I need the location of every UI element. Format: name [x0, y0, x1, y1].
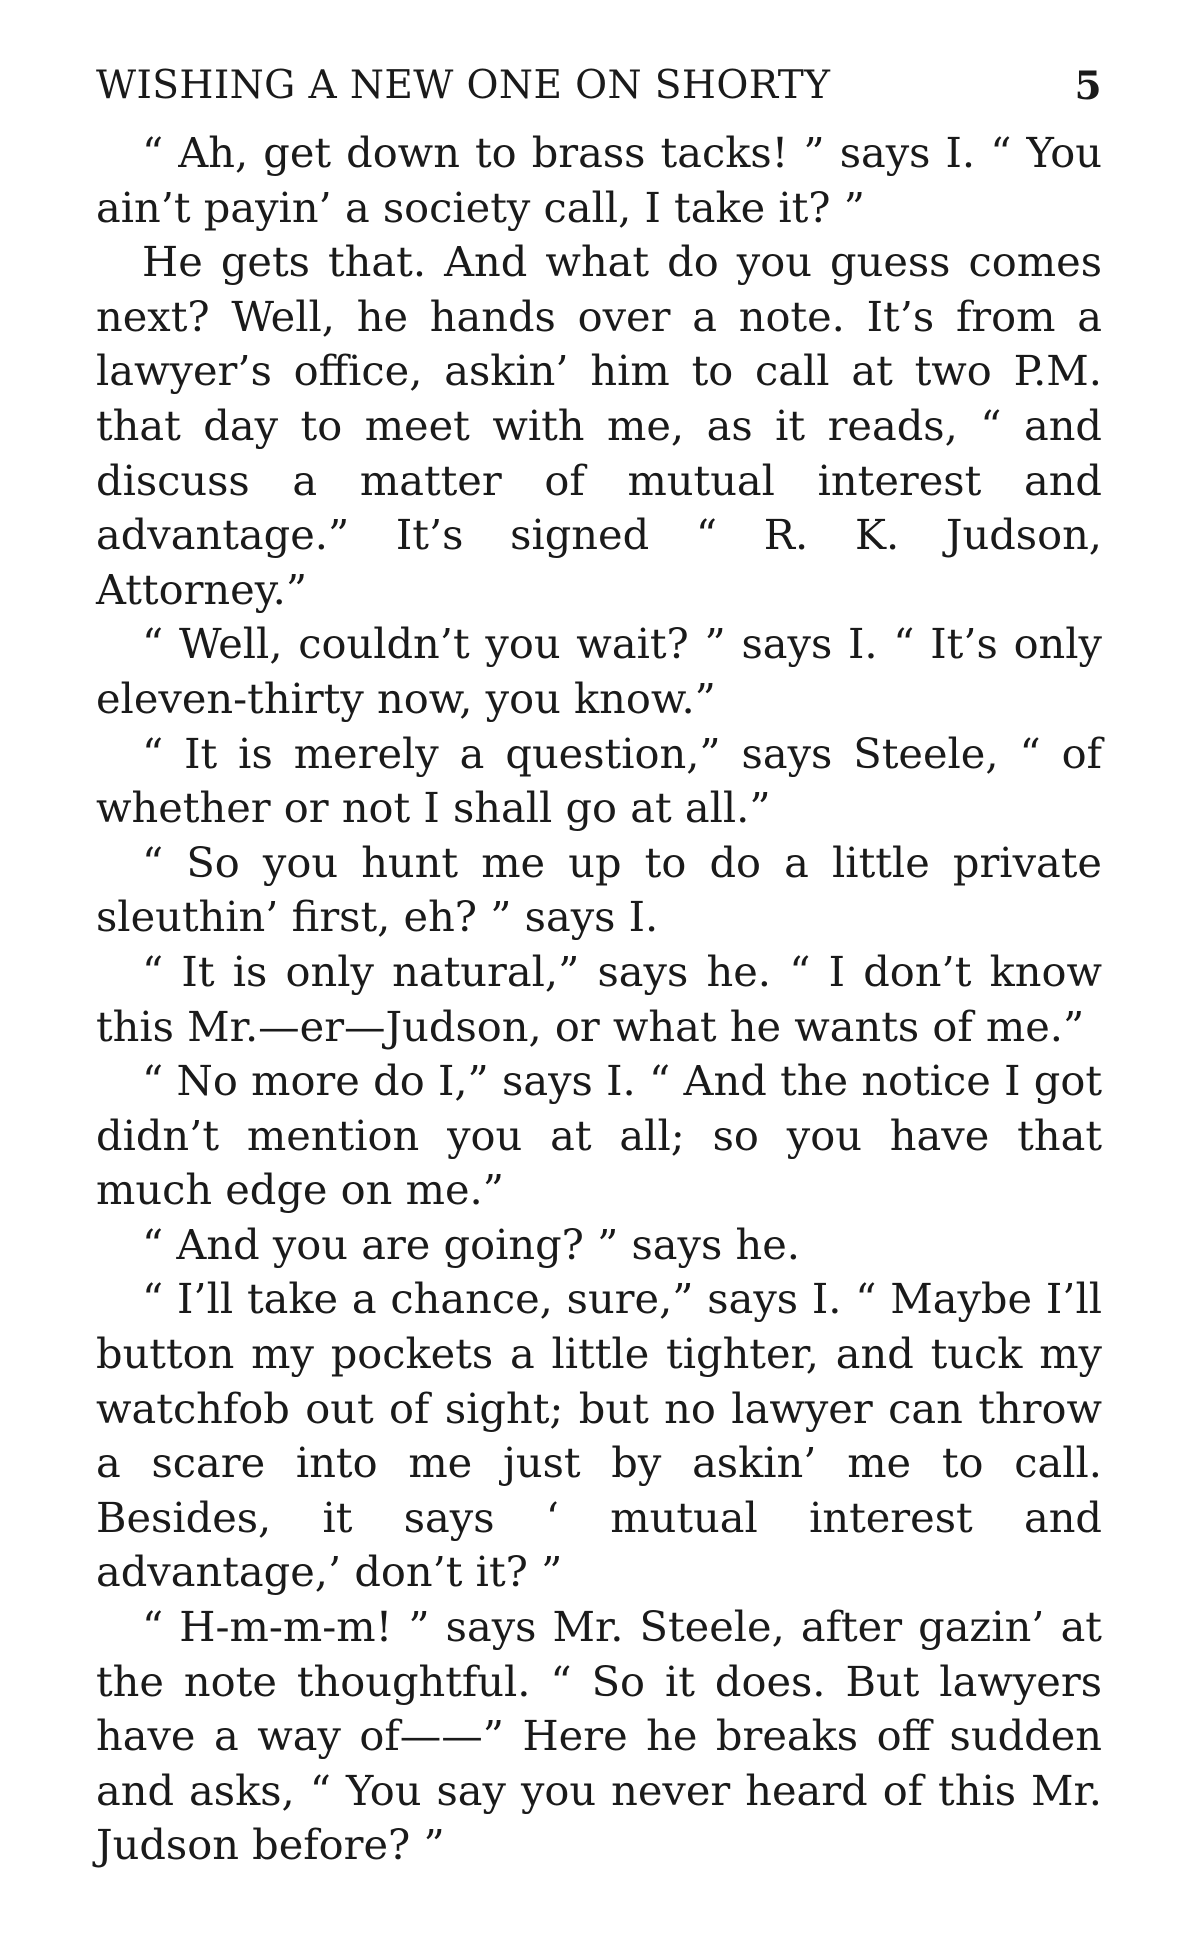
page-header — [96, 58, 1102, 114]
page-number: 5 — [1074, 63, 1102, 109]
book-page — [96, 58, 1102, 1873]
paragraph: He gets that. And what do you guess comes next? Well, he hands over a note. It’s from a lawyer’s office, askin’ him to call at two P.M. that day to meet with me, as it reads, “ and discuss a matter of mutual interest and advantage.” It’s signed “ R. K. Judson, Attorney.” — [96, 237, 1102, 614]
paragraph: “ It is only natural,” says he. “ I don’t know this Mr.—er—Judson, or what he wants of me.” — [96, 946, 1102, 1051]
running-title: WISHING A NEW ONE ON SHORTY — [96, 63, 831, 108]
paragraph: “ I’ll take a chance, sure,” says I. “ Maybe I’ll button my pockets a little tighter, and tuck my watchfob out of sight; but no lawyer can throw a scare into me just by askin’ me to call. Besides, it says ‘ mutual interest and advantage,’ don’t it? ” — [96, 1274, 1102, 1597]
paragraph: “ Ah, get down to brass tacks! ” says I. “ You ain’t payin’ a society call, I take it? ” — [96, 128, 1102, 232]
paragraph: “ Well, couldn’t you wait? ” says I. “ It’s only eleven-thirty now, you know.” — [96, 619, 1102, 723]
paragraph: “ So you hunt me up to do a little private sleuthin’ first, eh? ” says I. — [96, 837, 1102, 942]
paragraph: “ H-m-m-m! ” says Mr. Steele, after gazin’ at the note thoughtful. “ So it does. But lawyers have a way of——” Here he breaks off sudden and asks, “ You say you never heard of this Mr. Judson before? ” — [96, 1602, 1102, 1870]
paragraph: “ And you are going? ” says he. — [142, 1219, 800, 1269]
body-text — [96, 126, 1102, 1873]
paragraph: “ It is merely a question,” says Steele, “ of whether or not I shall go at all.” — [96, 728, 1102, 833]
paragraph: “ No more do I,” says I. “ And the notice I got didn’t mention you at all; so you have that much edge on me.” — [96, 1056, 1102, 1215]
